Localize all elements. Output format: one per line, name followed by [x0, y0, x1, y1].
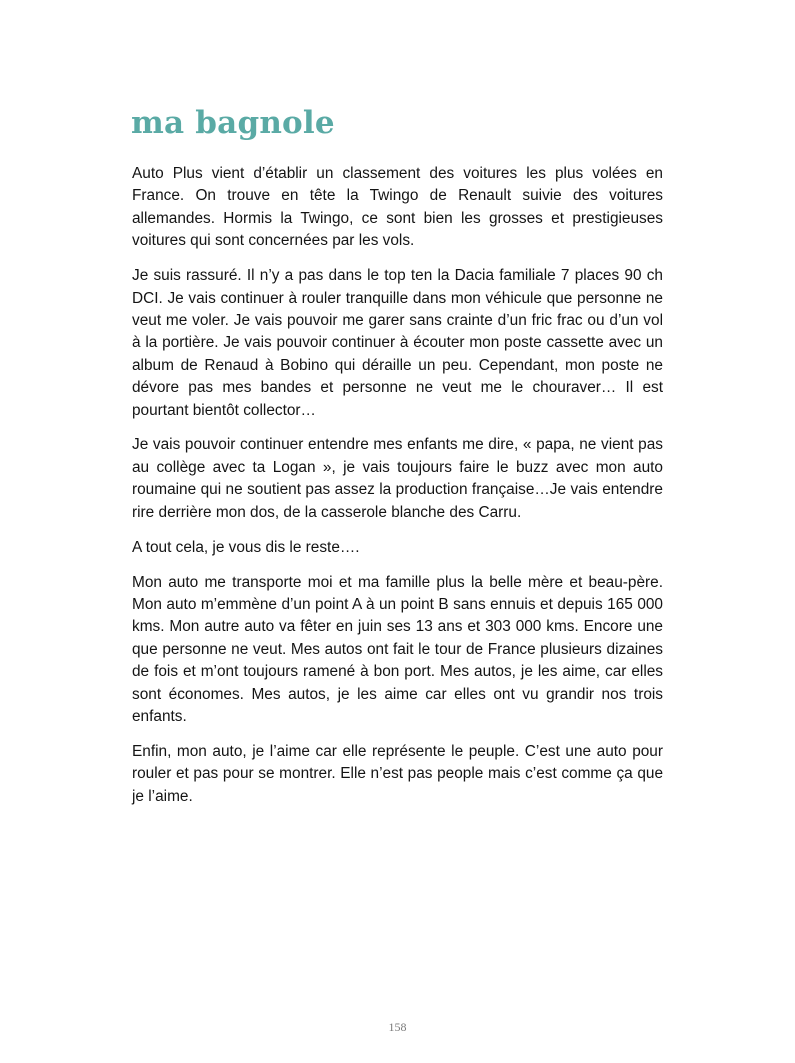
body-text [132, 163, 663, 821]
paragraph-3: Je vais pouvoir continuer entendre mes enfants me dire, « papa, ne vient pas au collège avec ta Logan », je vais toujours faire le buzz avec mon auto roumaine qui ne soutient pas assez la production française…Je vais entendre rire derrière mon dos, de la casserole blanche des Carru. [132, 436, 663, 521]
paragraph-5: Mon auto me transporte moi et ma famille plus la belle mère et beau-père. Mon auto m’emmène d’un point A à un point B sans ennuis et depuis 165 000 kms. Mon autre auto va fêter en juin ses 13 ans et 303 000 kms. Encore une que personne ne veut. Mes autos ont fait le tour de France plusieurs dizaines de fois et m’ont toujours ramené à bon port. Mes autos, je les aime, car elles sont économes. Mes autos, je les aime car elles ont vu grandir nos trois enfants. [132, 573, 663, 725]
page-number: 158 [388, 1020, 407, 1034]
paragraph-1: Auto Plus vient d’établir un classement des voitures les plus volées en France. On trouve en tête la Twingo de Renault suivie des voitures allemandes. Hormis la Twingo, ce sont bien les grosses et prestigieuses voitures qui sont concernées par les vols. [132, 165, 663, 250]
paragraph-4: A tout cela, je vous dis le reste…. [132, 538, 360, 556]
paragraph-2: Je suis rassuré. Il n’y a pas dans le top ten la Dacia familiale 7 places 90 ch DCI. Je vais continuer à rouler tranquille dans mon véhicule que personne ne veut me voler. Je vais pouvoir me garer sans crainte d’un fric frac ou d’un vol à la portière. Je vais pouvoir continuer à écouter mon poste cassette avec un album de Renaud à Bobino qui déraille un peu. Cependant, mon poste ne dévore pas mes bandes et personne ne veut me le chouraver… Il est pourtant bientôt collector… [132, 267, 663, 419]
paragraph-6: Enfin, mon auto, je l’aime car elle représente le peuple. C’est une auto pour rouler et pas pour se montrer. Elle n’est pas people mais c’est comme ça que je l’aime. [132, 742, 663, 805]
page-title: ma bagnole [131, 105, 335, 141]
